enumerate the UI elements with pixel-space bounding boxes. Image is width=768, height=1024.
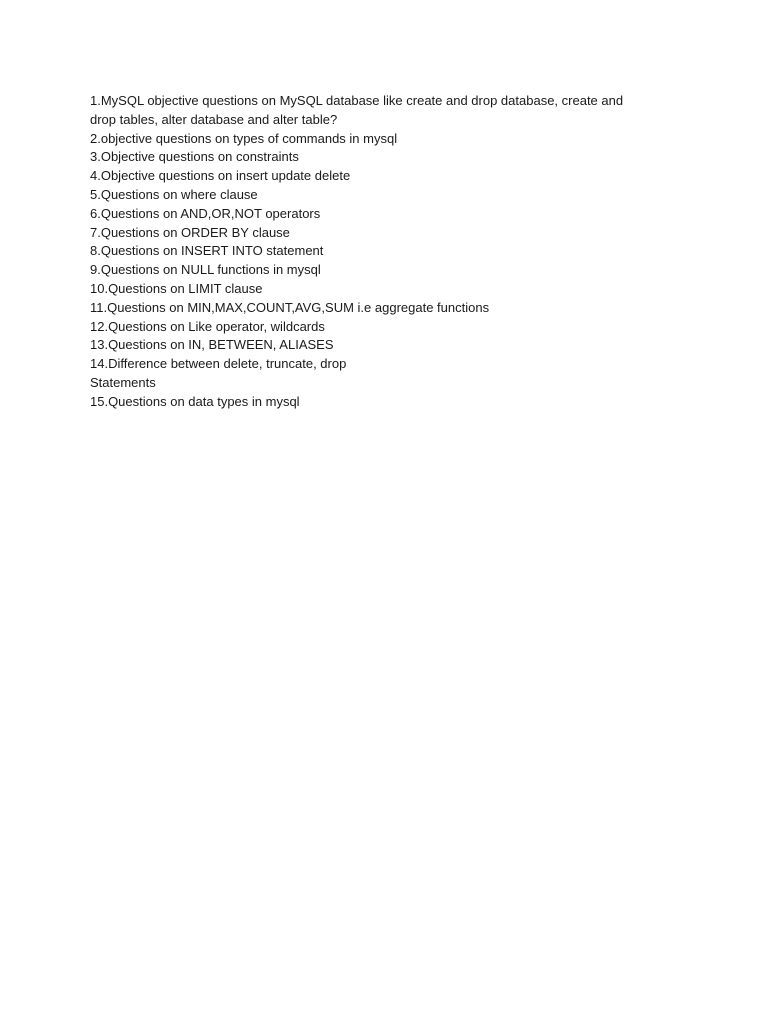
text-line: 1.MySQL objective questions on MySQL database like create and drop database, create and bbox=[90, 93, 624, 108]
text-line: 3.Objective questions on constraints bbox=[90, 149, 299, 165]
text-line: 10.Questions on LIMIT clause bbox=[90, 280, 263, 296]
text-line: 6.Questions on AND,OR,NOT operators bbox=[90, 205, 321, 221]
text-line: 15.Questions on data types in mysql bbox=[90, 393, 300, 409]
text-line: 9.Questions on NULL functions in mysql bbox=[90, 262, 321, 278]
text-line: 2.objective questions on types of commands in mysql bbox=[90, 130, 398, 146]
text-line: drop tables, alter database and alter table? bbox=[90, 111, 338, 127]
text-line: 4.Objective questions on insert update delete bbox=[90, 168, 351, 184]
text-line: Statements bbox=[90, 374, 156, 390]
text-line: 13.Questions on IN, BETWEEN, ALIASES bbox=[90, 337, 334, 353]
text-line: 8.Questions on INSERT INTO statement bbox=[90, 243, 324, 259]
document-body bbox=[90, 92, 680, 412]
text-line: 12.Questions on Like operator, wildcards bbox=[90, 318, 325, 334]
text-line: 7.Questions on ORDER BY clause bbox=[90, 224, 290, 240]
text-line: 11.Questions on MIN,MAX,COUNT,AVG,SUM i.e aggregate functions bbox=[90, 299, 490, 315]
text-line: 5.Questions on where clause bbox=[90, 186, 258, 202]
text-line: 14.Difference between delete, truncate, drop bbox=[90, 356, 347, 372]
